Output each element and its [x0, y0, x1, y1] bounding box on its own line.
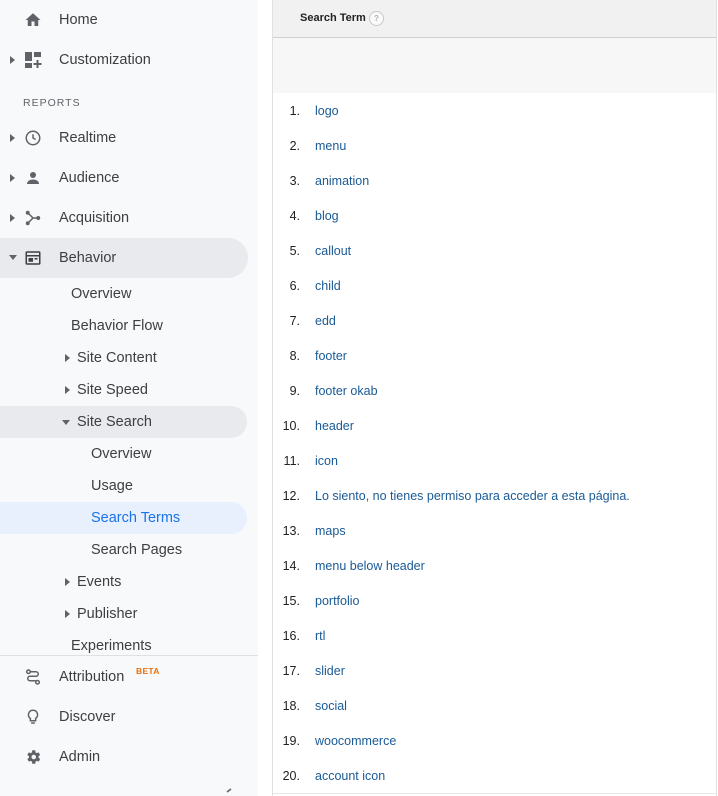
- table-row: [273, 128, 717, 164]
- caret-right-icon: [62, 576, 72, 588]
- sidebar-item-site-search[interactable]: [0, 406, 247, 438]
- table-row: [273, 163, 717, 199]
- search-term-link[interactable]: logo: [315, 104, 339, 118]
- row-number: 8.: [289, 349, 300, 363]
- table-row: [273, 548, 717, 584]
- sidebar-item-label: Site Content: [77, 350, 157, 366]
- sidebar-item-label: Site Search: [77, 414, 152, 430]
- sidebar-item-label: Behavior: [59, 250, 117, 266]
- sidebar-item-audience[interactable]: [0, 158, 248, 198]
- caret-right-icon: [8, 212, 18, 224]
- row-number: 5.: [289, 244, 300, 258]
- sidebar-nav: [0, 0, 258, 796]
- row-number: 7.: [289, 314, 300, 328]
- table-row: [273, 373, 717, 409]
- search-term-link[interactable]: callout: [315, 244, 352, 258]
- caret-down-icon: [8, 252, 18, 264]
- sidebar-item-realtime[interactable]: [0, 118, 248, 158]
- sidebar-item-label: Experiments: [71, 638, 152, 654]
- sidebar-item-label: Search Terms: [91, 510, 181, 526]
- lightbulb-icon: [23, 707, 43, 727]
- panel-border: [716, 0, 717, 796]
- caret-right-icon: [62, 608, 72, 620]
- search-term-link[interactable]: social: [315, 699, 347, 713]
- search-term-link[interactable]: animation: [315, 174, 370, 188]
- search-term-link[interactable]: portfolio: [315, 594, 360, 608]
- person-icon: [23, 168, 43, 188]
- table-row: [273, 758, 717, 794]
- caret-right-icon: [8, 54, 18, 66]
- search-term-link[interactable]: Lo siento, no tienes permiso para acceder a esta página.: [315, 489, 630, 503]
- sidebar-item-search-terms[interactable]: [0, 502, 247, 534]
- table-row: [273, 653, 717, 689]
- caret-right-icon: [62, 352, 72, 364]
- sidebar-item-label: Admin: [59, 749, 101, 765]
- sidebar-item-acquisition[interactable]: [0, 198, 248, 238]
- sidebar-item-site-search-overview[interactable]: [0, 438, 248, 470]
- behavior-icon: [23, 248, 43, 268]
- search-term-link[interactable]: edd: [315, 314, 336, 328]
- search-term-link[interactable]: rtl: [315, 629, 326, 643]
- sidebar-item-home[interactable]: [0, 0, 248, 40]
- row-number: 4.: [289, 209, 300, 223]
- table-row: [273, 303, 717, 339]
- table-row: [273, 268, 717, 304]
- caret-right-icon: [8, 132, 18, 144]
- row-number: 15.: [282, 594, 300, 608]
- sidebar-item-attribution[interactable]: [0, 657, 248, 697]
- row-number: 19.: [282, 734, 300, 748]
- row-number: 2.: [289, 139, 300, 153]
- search-term-link[interactable]: icon: [315, 454, 338, 468]
- sidebar-item-label: Behavior Flow: [71, 318, 163, 334]
- sidebar-item-label: Realtime: [59, 130, 117, 146]
- search-terms-table: [272, 0, 717, 796]
- table-row: [273, 478, 717, 514]
- sidebar-item-label: Site Speed: [77, 382, 148, 398]
- summary-row: [273, 38, 717, 94]
- row-number: 18.: [282, 699, 300, 713]
- row-number: 9.: [289, 384, 300, 398]
- row-number: 11.: [283, 454, 300, 468]
- column-header-label: Search Term: [300, 12, 366, 24]
- table-row: [273, 233, 717, 269]
- row-number: 16.: [282, 629, 300, 643]
- table-row: [273, 583, 717, 619]
- search-term-link[interactable]: menu: [315, 139, 347, 153]
- search-term-link[interactable]: child: [315, 279, 341, 293]
- row-number: 13.: [282, 524, 300, 538]
- column-header-search-term[interactable]: [273, 0, 717, 38]
- row-number: 6.: [289, 279, 300, 293]
- sidebar-item-label: Overview: [91, 446, 152, 462]
- search-term-link[interactable]: slider: [315, 664, 345, 678]
- sidebar-item-search-pages[interactable]: [0, 534, 248, 566]
- sidebar-item-admin[interactable]: [0, 737, 248, 777]
- sidebar-item-publisher[interactable]: [0, 598, 248, 630]
- sidebar-item-site-content[interactable]: [0, 342, 248, 374]
- sidebar-item-label: Audience: [59, 170, 120, 186]
- home-icon: [23, 10, 43, 30]
- table-row: [273, 198, 717, 234]
- table-row: [273, 513, 717, 549]
- help-icon[interactable]: ?: [369, 11, 384, 26]
- sidebar-item-label: Publisher: [77, 606, 138, 622]
- search-term-link[interactable]: account icon: [315, 769, 386, 783]
- sidebar-item-site-speed[interactable]: [0, 374, 248, 406]
- reports-section-title: REPORTS: [23, 97, 81, 109]
- sidebar-divider: [0, 655, 258, 656]
- row-number: 20.: [282, 769, 300, 783]
- sidebar-item-label: Home: [59, 12, 98, 28]
- search-term-link[interactable]: woocommerce: [315, 734, 397, 748]
- row-number: 10.: [282, 419, 300, 433]
- sidebar-item-usage[interactable]: [0, 470, 248, 502]
- row-number: 1.: [289, 104, 300, 118]
- table-row: [273, 93, 717, 129]
- gear-icon: [23, 747, 43, 767]
- sidebar-item-label: Customization: [59, 52, 151, 68]
- table-row: [273, 338, 717, 374]
- sidebar-item-behavior-flow[interactable]: [0, 310, 248, 342]
- sidebar-item-behavior-overview[interactable]: [0, 278, 248, 310]
- sidebar-item-label: Search Pages: [91, 542, 183, 558]
- table-row: [273, 443, 717, 479]
- table-row: [273, 618, 717, 654]
- sidebar-item-label: Usage: [91, 478, 133, 494]
- search-term-link[interactable]: menu below header: [315, 559, 425, 573]
- sidebar-item-events[interactable]: [0, 566, 248, 598]
- table-row: [273, 723, 717, 759]
- dashboard-icon: [23, 50, 43, 70]
- sidebar-item-label: Attribution: [59, 669, 125, 685]
- row-number: 12.: [282, 489, 300, 503]
- acquisition-icon: [23, 208, 43, 228]
- search-term-link[interactable]: footer okab: [315, 384, 378, 398]
- row-number: 3.: [289, 174, 300, 188]
- caret-right-icon: [8, 172, 18, 184]
- sidebar-item-label: Events: [77, 574, 122, 590]
- sidebar-item-label: Overview: [71, 286, 132, 302]
- search-term-link[interactable]: header: [315, 419, 354, 433]
- sidebar-item-behavior[interactable]: [0, 238, 248, 278]
- search-term-link[interactable]: blog: [315, 209, 339, 223]
- table-row: [273, 408, 717, 444]
- clock-icon: [23, 128, 43, 148]
- caret-right-icon: [62, 384, 72, 396]
- collapse-sidebar-icon[interactable]: [224, 784, 234, 794]
- sidebar-item-customization[interactable]: [0, 40, 248, 80]
- search-term-link[interactable]: footer: [315, 349, 347, 363]
- sidebar-item-discover[interactable]: [0, 697, 248, 737]
- beta-badge: BETA: [136, 666, 160, 676]
- table-row: [273, 688, 717, 724]
- attribution-icon: [23, 667, 43, 687]
- sidebar-item-label: Acquisition: [59, 210, 130, 226]
- row-number: 14.: [282, 559, 300, 573]
- sidebar-item-label: Discover: [59, 709, 116, 725]
- row-number: 17.: [282, 664, 300, 678]
- caret-down-icon: [61, 416, 71, 428]
- search-term-link[interactable]: maps: [315, 524, 346, 538]
